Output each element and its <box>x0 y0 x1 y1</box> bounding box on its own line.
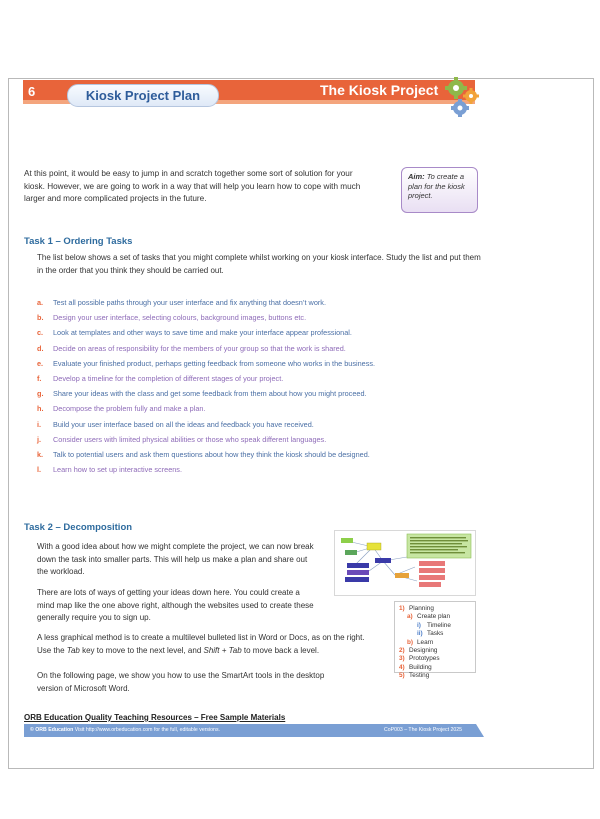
task2-paragraph-4: On the following page, we show you how to use the SmartArt tools in the desktop version of Microsoft Word. <box>37 671 325 693</box>
outline-item <box>399 613 471 621</box>
task-text: Look at templates and other ways to save time and make your interface appear professional. <box>53 328 352 338</box>
outline-text: Timeline <box>427 621 451 629</box>
task-text: Develop a timeline for the completion of different stages of your project. <box>53 373 284 383</box>
task-letter: l. <box>37 465 42 475</box>
task-item <box>37 310 487 325</box>
outline-number: 2) <box>399 646 405 654</box>
outline-number: a) <box>407 613 413 621</box>
task1-heading: Task 1 – Ordering Tasks <box>24 236 133 247</box>
outline-item <box>399 622 471 630</box>
task-item <box>37 447 487 462</box>
task-letter: j. <box>37 434 42 444</box>
task-text: Consider users with limited physical abilities or those who speak different languages. <box>53 434 327 444</box>
task2-paragraph-2: There are lots of ways of getting your ideas down here. You could create a mind map like the one above right, although the websites used to create these generally require you to sign up. <box>37 588 314 622</box>
outline-item <box>399 655 471 663</box>
task-letter: g. <box>37 389 44 399</box>
outline-item <box>399 639 471 647</box>
mind-map-image <box>334 530 476 596</box>
task-letter: c. <box>37 328 44 338</box>
task2-paragraph-3 <box>37 632 377 657</box>
task-text: Learn how to set up interactive screens. <box>53 465 182 475</box>
p3-part-b: key to move to the next level, and <box>79 645 204 655</box>
outline-list <box>394 601 476 680</box>
footer-left <box>30 727 220 733</box>
task-list <box>37 295 487 477</box>
task-text: Decide on areas of responsibility for the members of your group so that the work is shared. <box>53 343 346 353</box>
aim-label: Aim: <box>408 172 425 181</box>
p3-part-a: A less graphical method is to create a multilevel bulleted list in Word or Docs, as on the right. Use the <box>37 633 365 655</box>
task-item <box>37 417 487 432</box>
p3-tab: Tab <box>66 645 80 655</box>
p3-shift-tab: Shift + Tab <box>203 645 242 655</box>
task-text: Build your user interface based on all the ideas and feedback you have received. <box>53 419 314 429</box>
task-item <box>37 371 487 386</box>
outline-item <box>399 647 471 655</box>
outline-text: Planning <box>409 605 434 612</box>
outline-item <box>399 672 471 680</box>
outline-number: i) <box>417 621 421 629</box>
task-item <box>37 295 487 310</box>
task-item <box>37 325 487 340</box>
outline-item <box>399 605 471 613</box>
task-text: Design your user interface, selecting colours, background images, buttons etc. <box>53 313 307 323</box>
footer-title: ORB Education Quality Teaching Resources – Free Sample Materials <box>24 713 286 722</box>
outline-text: Building <box>409 663 432 671</box>
outline-number: 5) <box>399 672 405 680</box>
aim-callout <box>401 167 478 213</box>
task-letter: f. <box>37 373 42 383</box>
task1-paragraph: The list below shows a set of tasks that you might complete whilst working on your kiosk interface. Study the list and put them in the order that you think they should be carried out. <box>37 253 481 275</box>
project-title: The Kiosk Project <box>320 82 439 98</box>
footer-right: CoP003 – The Kiosk Project 2025 <box>384 727 463 733</box>
aim-text: To create a plan for the kiosk project. <box>408 172 465 200</box>
gears-icon <box>440 74 486 120</box>
outline-text: Tasks <box>427 630 444 638</box>
outline-number: 3) <box>399 655 405 663</box>
outline-number: ii) <box>417 630 423 638</box>
outline-number: 4) <box>399 663 405 671</box>
task-item <box>37 432 487 447</box>
task2-heading: Task 2 – Decomposition <box>24 522 133 533</box>
task-item <box>37 356 487 371</box>
outline-item <box>399 630 471 638</box>
task-letter: i. <box>37 419 42 429</box>
outline-text: Testing <box>409 672 430 680</box>
section-title: Kiosk Project Plan <box>67 84 219 107</box>
task-item <box>37 386 487 401</box>
footer-brand: © ORB Education <box>30 727 74 733</box>
task-letter: k. <box>37 449 44 459</box>
outline-number: b) <box>407 638 414 646</box>
outline-text: Designing <box>409 646 438 654</box>
outline-text: Create plan <box>417 613 451 621</box>
outline-item <box>399 664 471 672</box>
task-text: Decompose the problem fully and make a plan. <box>53 404 206 414</box>
task-item <box>37 462 487 477</box>
task-letter: a. <box>37 298 44 307</box>
outline-text: Learn <box>417 638 434 646</box>
task-text: Share your ideas with the class and get some feedback from them about how you might proceed. <box>53 389 367 399</box>
intro-paragraph: At this point, it would be easy to jump in and scratch together some sort of solution for your kiosk. However, we are going to work in a way that will help you learn how to cope with much larger and more complicated projects in the future. <box>24 169 361 203</box>
task-letter: e. <box>37 358 44 368</box>
footer-link-text: Visit http://www.orbeducation.com for the full, editable versions. <box>73 727 220 733</box>
outline-number: 1) <box>399 605 405 612</box>
task-letter: h. <box>37 404 44 414</box>
task-item <box>37 341 487 356</box>
task2-paragraph-1: With a good idea about how we might complete the project, we can now break down the task into smaller parts. This will help us make a plan and share out the workload. <box>37 542 314 576</box>
task-letter: b. <box>37 313 44 323</box>
task-letter: d. <box>37 343 44 353</box>
task-text: Evaluate your finished product, perhaps getting feedback from someone who works in the business. <box>53 358 376 368</box>
outline-text: Prototypes <box>409 655 440 663</box>
task-item <box>37 401 487 416</box>
task-text: Talk to potential users and ask them questions about how they think the kiosk should be designed. <box>53 449 370 459</box>
p3-part-c: to move back a level. <box>241 645 320 655</box>
task-text: Test all possible paths through your user interface and fix anything that doesn’t work. <box>53 298 326 307</box>
page-number: 6 <box>28 84 36 99</box>
